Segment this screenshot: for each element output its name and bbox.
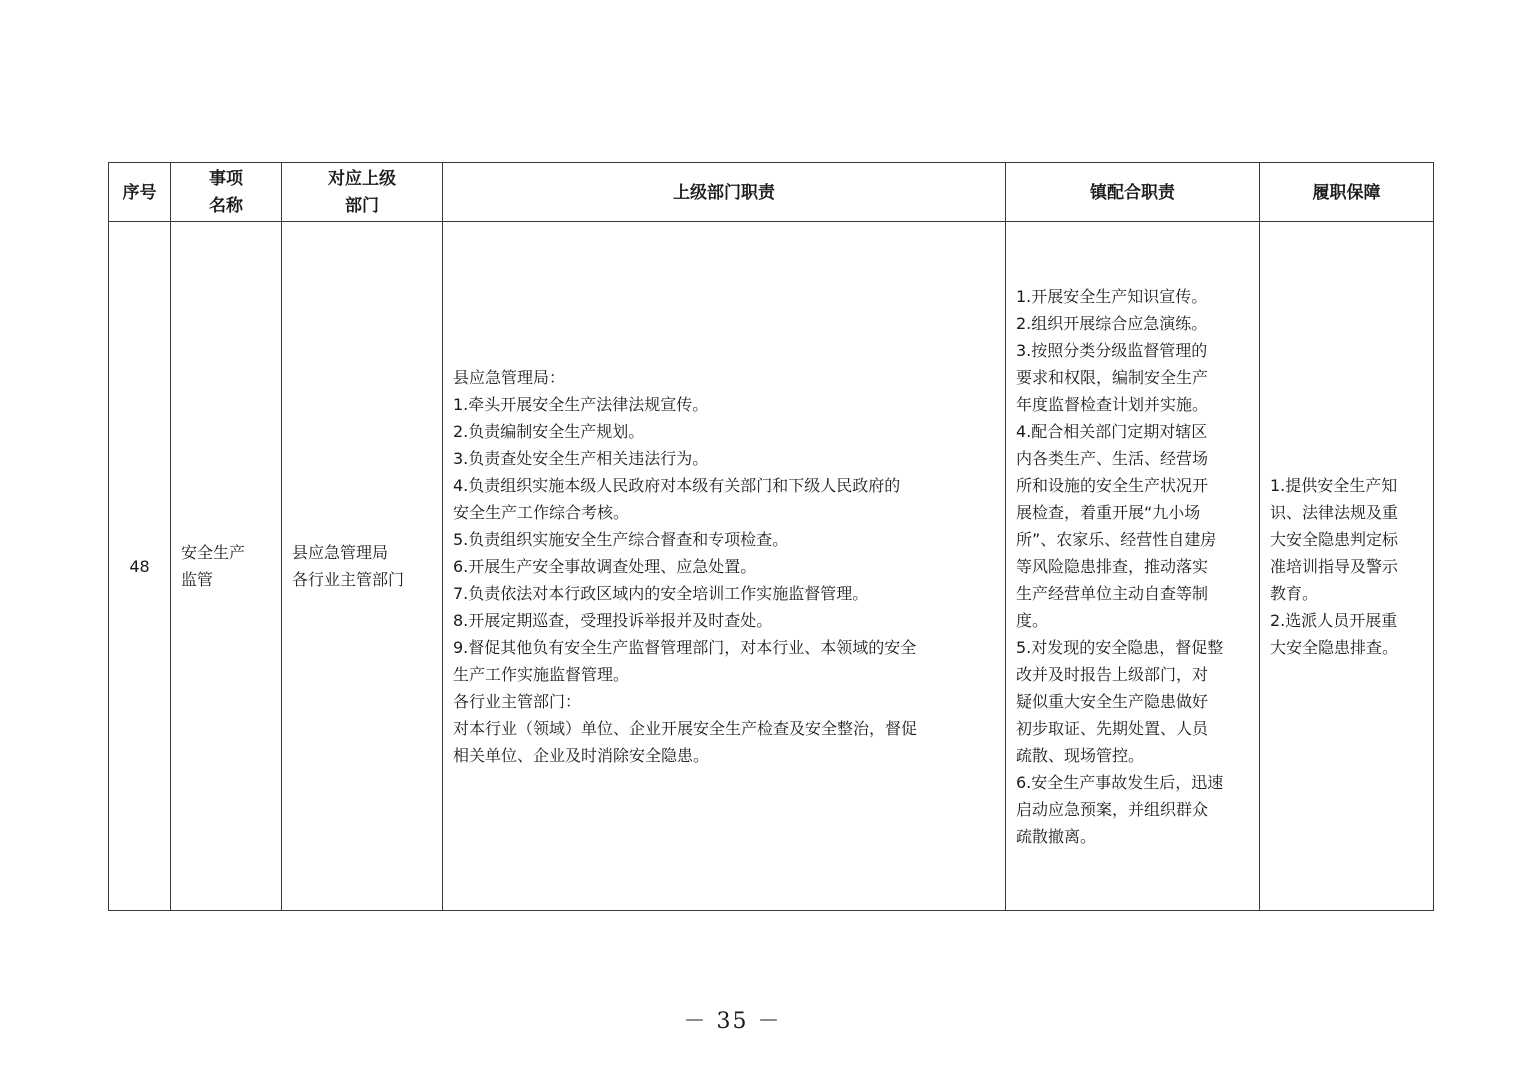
upper-duty-line: 生产工作实施监督管理。 <box>453 664 630 684</box>
table-header-row <box>109 163 1434 222</box>
upper-duty-line: 各行业主管部门： <box>453 691 582 711</box>
upper-duty-line: 县应急管理局： <box>453 367 566 387</box>
town-duty-line: 展检查，着重开展“九小场 <box>1016 502 1201 522</box>
header-item-name-line: 名称 <box>209 196 243 215</box>
header-upper-duty: 上级部门职责 <box>443 163 1006 222</box>
town-duty-line: 疏散撤离。 <box>1016 826 1097 846</box>
row-item-name <box>171 222 282 911</box>
item-name-line: 安全生产 <box>181 543 246 562</box>
guarantee-line: 大安全隐患排查。 <box>1270 637 1399 657</box>
upper-duty-line: 安全生产工作综合考核。 <box>453 502 630 522</box>
upper-duty-line: 4.负责组织实施本级人民政府对本级有关部门和下级人民政府的 <box>453 475 901 495</box>
town-duty-line: 要求和权限，编制安全生产 <box>1016 367 1209 387</box>
upper-duty-line: 7.负责依法对本行政区域内的安全培训工作实施监督管理。 <box>453 583 869 603</box>
upper-duty-line: 3.负责查处安全生产相关违法行为。 <box>453 448 709 468</box>
duty-table <box>108 162 1434 911</box>
town-duty-line: 6.安全生产事故发生后，迅速 <box>1016 772 1224 792</box>
header-guarantee: 履职保障 <box>1260 163 1434 222</box>
guarantee-line: 教育。 <box>1270 583 1319 603</box>
header-item-name <box>171 163 282 222</box>
guarantee-line: 大安全隐患判定标 <box>1270 529 1399 549</box>
guarantee-line: 2.选派人员开展重 <box>1270 610 1398 630</box>
town-duty-line: 启动应急预案，并组织群众 <box>1016 799 1209 819</box>
upper-duty-line: 1.牵头开展安全生产法律法规宣传。 <box>453 394 709 414</box>
town-duty-line: 1.开展安全生产知识宣传。 <box>1016 286 1208 306</box>
header-dept-line: 对应上级 <box>328 169 396 188</box>
town-duty-line: 年度监督检查计划并实施。 <box>1016 394 1209 414</box>
dept-line: 县应急管理局 <box>292 543 389 562</box>
item-name-line: 监管 <box>181 570 214 589</box>
dept-line: 各行业主管部门 <box>292 570 405 589</box>
header-dept <box>282 163 443 222</box>
town-duty-line: 5.对发现的安全隐患，督促整 <box>1016 637 1224 657</box>
town-duty-line: 内各类生产、生活、经营场 <box>1016 448 1209 468</box>
upper-duty-line: 6.开展生产安全事故调查处理、应急处置。 <box>453 556 757 576</box>
town-duty-line: 所和设施的安全生产状况开 <box>1016 475 1209 495</box>
town-duty-line: 等风险隐患排查，推动落实 <box>1016 556 1209 576</box>
upper-duty-line: 2.负责编制安全生产规划。 <box>453 421 645 441</box>
town-duty-line: 疑似重大安全生产隐患做好 <box>1016 691 1209 711</box>
row-guarantee <box>1260 222 1434 911</box>
upper-duty-line: 5.负责组织实施安全生产综合督查和专项检查。 <box>453 529 789 549</box>
row-seq: 48 <box>109 222 171 911</box>
header-dept-line: 部门 <box>345 196 379 215</box>
header-seq: 序号 <box>109 163 171 222</box>
town-duty-line: 3.按照分类分级监督管理的 <box>1016 340 1208 360</box>
row-upper-duty <box>443 222 1006 911</box>
header-item-name-line: 事项 <box>209 169 243 188</box>
upper-duty-line: 对本行业（领域）单位、企业开展安全生产检查及安全整治，督促 <box>453 718 918 738</box>
table-row <box>109 222 1434 911</box>
town-duty-line: 疏散、现场管控。 <box>1016 745 1145 765</box>
town-duty-line: 度。 <box>1016 610 1049 630</box>
town-duty-line: 所”、农家乐、经营性自建房 <box>1016 529 1217 549</box>
upper-duty-line: 8.开展定期巡查，受理投诉举报并及时查处。 <box>453 610 773 630</box>
town-duty-line: 初步取证、先期处置、人员 <box>1016 718 1209 738</box>
upper-duty-line: 相关单位、企业及时消除安全隐患。 <box>453 745 710 765</box>
town-duty-line: 4.配合相关部门定期对辖区 <box>1016 421 1208 441</box>
row-dept <box>282 222 443 911</box>
guarantee-line: 1.提供安全生产知 <box>1270 475 1398 495</box>
guarantee-line: 识、法律法规及重 <box>1270 502 1399 522</box>
town-duty-line: 改并及时报告上级部门，对 <box>1016 664 1209 684</box>
guarantee-line: 准培训指导及警示 <box>1270 556 1399 576</box>
town-duty-line: 生产经营单位主动自查等制 <box>1016 583 1209 603</box>
town-duty-line: 2.组织开展综合应急演练。 <box>1016 313 1208 333</box>
upper-duty-line: 9.督促其他负有安全生产监督管理部门，对本行业、本领域的安全 <box>453 637 917 657</box>
row-town-duty <box>1006 222 1260 911</box>
page-number: － 35 － <box>683 1009 782 1034</box>
header-town-duty: 镇配合职责 <box>1006 163 1260 222</box>
